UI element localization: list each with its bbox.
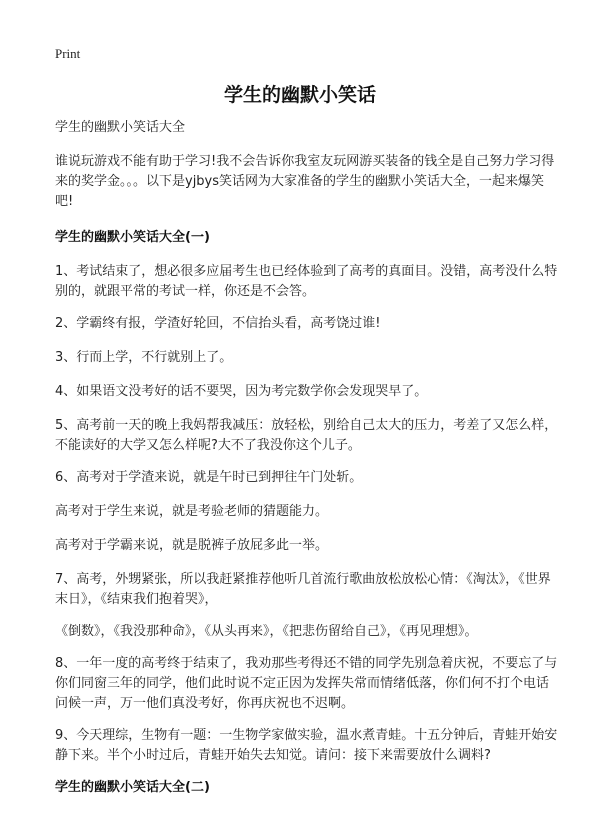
joke-item-2: 2、学霸终有报，学渣好轮回，不信抬头看，高考饶过谁! [55, 316, 381, 331]
page-title: 学生的幽默小笑话 [223, 84, 376, 106]
article-body [55, 118, 560, 812]
joke-item-6: 6、高考对于学渣来说，就是午时已到押往午门处斩。 [55, 470, 363, 485]
article-subtitle: 学生的幽默小笑话大全 [55, 120, 186, 135]
section-heading-1: 学生的幽默小笑话大全(一) [55, 230, 210, 245]
joke-item-3: 3、行而上学，不行就别上了。 [55, 350, 233, 365]
joke-item-8: 8、一年一度的高考终于结束了，我劝那些考得还不错的同学先别急着庆祝，不要忘了与你们同窗三年的同学，他们此时说不定正因为发挥失常而情绪低落，你们何不打个电话问候一声，万一他们真没考好，你再庆祝也不迟啊。 [55, 656, 558, 711]
joke-item-7: 7、高考，外甥紧张，所以我赶紧推荐他听几首流行歌曲放松放松心情：《淘汰》，《世界末日》，《结束我们抱着哭》， [55, 572, 551, 607]
section-heading-2: 学生的幽默小笑话大全(二) [55, 780, 210, 795]
joke-item-9: 9、今天理综，生物有一题：一生物学家做实验，温水煮青蛙。十五分钟后，青蛙开始安静下来。半个小时过后，青蛙开始失去知觉。请问：接下来需要放什么调料? [55, 728, 558, 763]
joke-item-4: 4、如果语文没考好的话不要哭，因为考完数学你会发现哭早了。 [55, 384, 428, 399]
joke-item-6-line-3: 高考对于学霸来说，就是脱裤子放屁多此一举。 [55, 538, 329, 553]
joke-item-7-continued: 《倒数》，《我没那种命》，《从头再来》，《把悲伤留给自己》，《再见理想》。 [55, 624, 478, 639]
intro-paragraph: 谁说玩游戏不能有助于学习!我不会告诉你我室友玩网游买装备的钱全是自己努力学习得来的奖学金。。。以下是yjbys笑话网为大家准备的学生的幽默小笑话大全，一起来爆笑吧! [55, 154, 555, 209]
joke-item-6-line-2: 高考对于学生来说，就是考验老师的猜题能力。 [55, 504, 329, 519]
joke-item-5: 5、高考前一天的晚上我妈帮我减压：放轻松，别给自己太大的压力，考差了又怎么样，不能读好的大学又怎么样呢?大不了我没你这个儿子。 [55, 418, 558, 453]
joke-item-1: 1、考试结束了，想必很多应届考生也已经体验到了高考的真面目。没错，高考没什么特别的，就跟平常的考试一样，你还是不会答。 [55, 264, 558, 299]
print-link[interactable]: Print [55, 46, 81, 61]
